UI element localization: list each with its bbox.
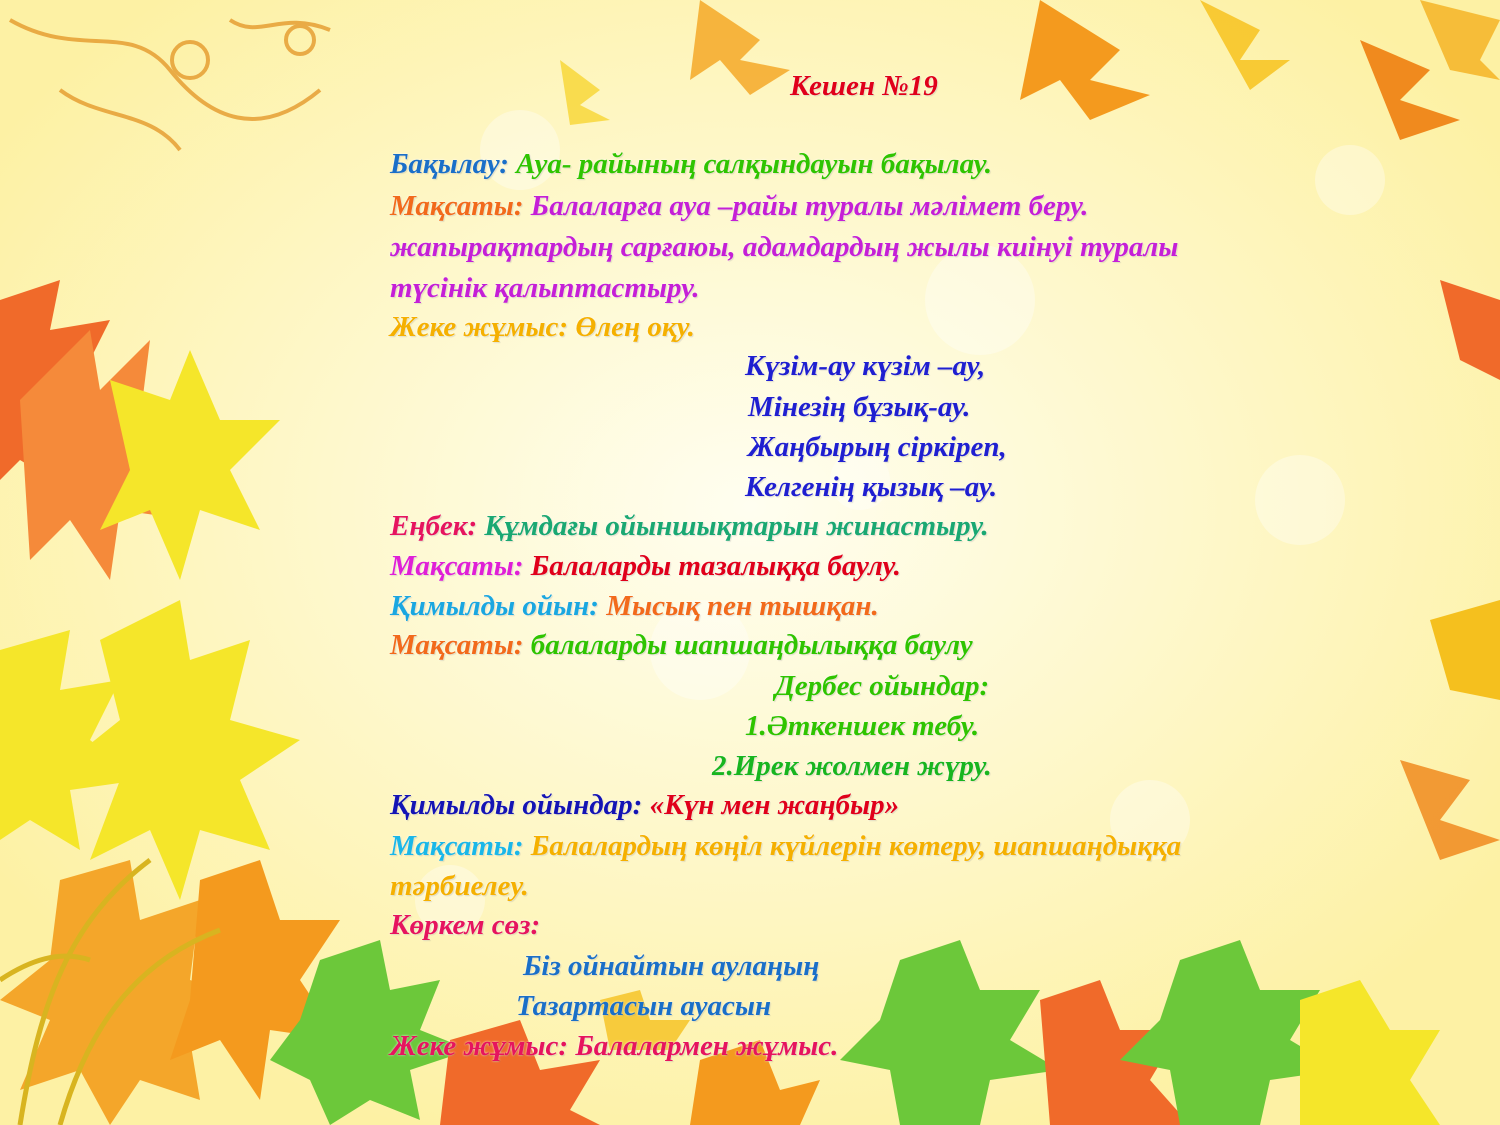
goal4-line-2: тәрбиелеу. bbox=[390, 870, 529, 902]
free-games-item-2: 2.Ирек жолмен жүру. bbox=[712, 750, 992, 782]
labor-line bbox=[390, 508, 989, 544]
goal3-line bbox=[390, 627, 973, 663]
goal2-label: Мақсаты: bbox=[390, 550, 524, 582]
observation-label: Бақылау: bbox=[390, 148, 509, 180]
page-title: Кешен №19 bbox=[790, 70, 938, 102]
poem1-line-3: Жаңбырың сіркіреп, bbox=[748, 431, 1007, 463]
goal4-label: Мақсаты: bbox=[390, 830, 524, 862]
goal4-line bbox=[390, 828, 1181, 864]
poem2-line-2: Тазартасын ауасын bbox=[516, 990, 772, 1022]
labor-text: Құмдағы ойыншықтарын жинастыру. bbox=[484, 510, 989, 542]
goal4-text: Балалардың көңіл күйлерін көтеру, шапшаңдыққа bbox=[530, 830, 1182, 862]
labor-label: Еңбек: bbox=[390, 510, 478, 542]
goal3-text: балаларды шапшаңдылыққа баулу bbox=[530, 629, 973, 661]
game2-line bbox=[390, 787, 899, 823]
goal1-label: Мақсаты: bbox=[390, 190, 524, 222]
game2-label: Қимылды ойындар: bbox=[390, 789, 643, 821]
goal1-text: Балаларға ауа –райы туралы мәлімет беру. bbox=[530, 190, 1089, 222]
poem1-line-4: Келгенің қызық –ау. bbox=[745, 471, 998, 503]
game1-text: Мысық пен тышқан. bbox=[606, 590, 879, 622]
observation-line bbox=[390, 146, 992, 182]
game2-text: «Күн мен жаңбыр» bbox=[649, 789, 900, 821]
goal3-label: Мақсаты: bbox=[390, 629, 524, 661]
goal1-line bbox=[390, 188, 1088, 224]
game1-label: Қимылды ойын: bbox=[390, 590, 599, 622]
individual-work-1: Жеке жұмыс: Өлең оқу. bbox=[390, 311, 695, 343]
free-games-item-1: 1.Әткеншек тебу. bbox=[745, 710, 980, 742]
goal2-line bbox=[390, 548, 901, 584]
observation-text: Ауа- райының салқындауын бақылау. bbox=[516, 148, 992, 180]
individual-work-2: Жеке жұмыс: Балалармен жұмыс. bbox=[390, 1030, 839, 1062]
free-games-title: Дербес ойындар: bbox=[775, 670, 990, 702]
goal1-line-2: жапырақтардың сарғаюы, адамдардың жылы киінуі туралы bbox=[390, 231, 1179, 263]
artistic-word-label: Көркем сөз: bbox=[390, 909, 541, 941]
game1-line bbox=[390, 588, 879, 624]
goal2-text: Балаларды тазалыққа баулу. bbox=[530, 550, 901, 582]
poem2-line-1: Біз ойнайтын аулаңың bbox=[523, 950, 820, 982]
poem1-line-2: Мінезің бұзық-ау. bbox=[748, 391, 971, 423]
poem1-line-1: Күзім-ау күзім –ау, bbox=[745, 350, 986, 382]
goal1-line-3: түсінік қалыптастыру. bbox=[390, 272, 700, 304]
